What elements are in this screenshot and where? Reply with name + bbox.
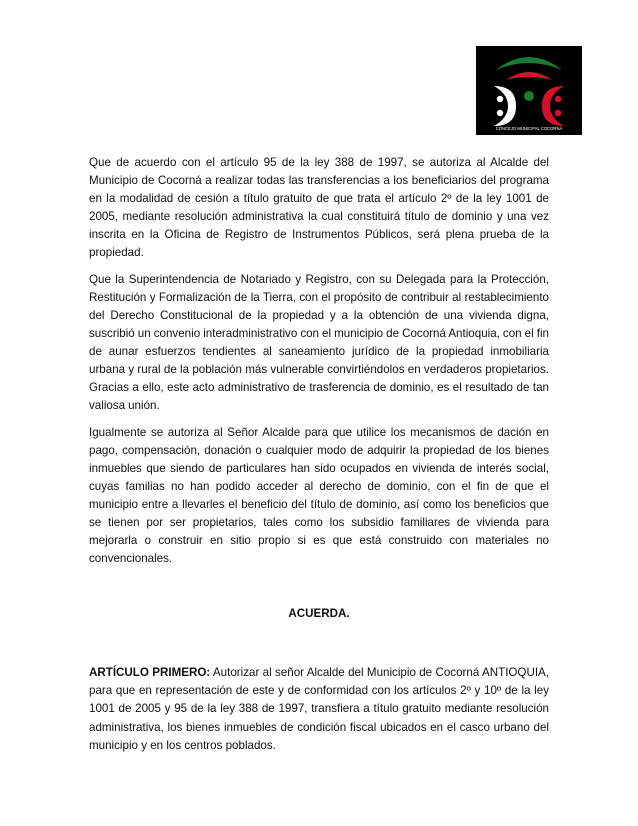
green-arc-shape bbox=[496, 57, 562, 70]
concejo-logo-emblem-icon bbox=[476, 46, 582, 135]
concejo-logo bbox=[476, 46, 582, 135]
logo-caption: CONCEJO MUNICIPAL COCORNÁ bbox=[495, 126, 563, 131]
red-dot-top bbox=[555, 96, 561, 102]
document-body bbox=[89, 154, 549, 755]
article-first-label: ARTÍCULO PRIMERO: bbox=[89, 666, 211, 679]
white-dot-top bbox=[497, 96, 503, 102]
paragraph-3: Igualmente se autoriza al Señor Alcalde para que utilice los mecanismos de dación en pago, compensación, donación o cualquier modo de adquirir la propiedad de los bienes inmuebles que siendo de particulares han sido ocupados en vivienda de interés social, cuyas familias no han podido acceder al derecho de dominio, con el fin de que el municipio entre a llevarles el beneficio del título de dominio, así como los beneficios que se tienen por ser propietarios, tales como los subsidio familiares de vivienda para mejorarla o construir en sitio propio si es que está construido con materiales no convencionales. bbox=[89, 426, 549, 565]
acuerda-heading: ACUERDA. bbox=[288, 607, 350, 620]
red-dot-bottom bbox=[555, 110, 561, 116]
red-arc-shape bbox=[506, 72, 552, 80]
paragraph-1: Que de acuerdo con el artículo 95 de la ley 388 de 1997, se autoriza al Alcalde del Municipio de Cocorná a realizar todas las transferencias a los beneficiarios del programa en la modalidad de cesión a título gratuito de que trata el artículo 2º de la ley 1001 de 2005, mediante resolución administrativa la cual constituirá título de dominio y una vez inscrita en la Oficina de Registro de Instrumentos Públicos, será plena prueba de la propiedad. bbox=[89, 156, 549, 259]
paragraph-2: Que la Superintendencia de Notariado y Registro, con su Delegada para la Protección, Restitución y Formalización de la Tierra, con el propósito de contribuir al restablecimiento del Derecho Constitucional de la propiedad y a la obtención de una vivienda digna, suscribió un convenio interadministrativo con el municipio de Cocorná Antioquia, con el fin de aunar esfuerzos tendientes al saneamiento jurídico de la propiedad inmobiliaria urbana y rural de la población más vulnerable convirtiéndolos en verdaderos propietarios. Gracias a ello, este acto administrativo de trasferencia de dominio, es el resultado de tan valiosa unión. bbox=[89, 273, 549, 412]
red-figure-shape bbox=[542, 86, 564, 126]
article-first-text: Autorizar al señor Alcalde del Municipio de Cocorná ANTIOQUIA, para que en representación de este y de conformidad con los artículos 2º y 10º de la ley 1001 de 2005 y 95 de la ley 388 de 1997, transfiera a título gratuito mediante resolución administrativa, los bienes inmuebles de condición fiscal ubicados en el casco urbano del municipio y en los centros poblados. bbox=[89, 666, 549, 752]
white-figure-shape bbox=[494, 86, 516, 126]
green-center-dot bbox=[524, 91, 534, 101]
white-dot-bottom bbox=[497, 110, 503, 116]
article-first bbox=[89, 664, 549, 755]
